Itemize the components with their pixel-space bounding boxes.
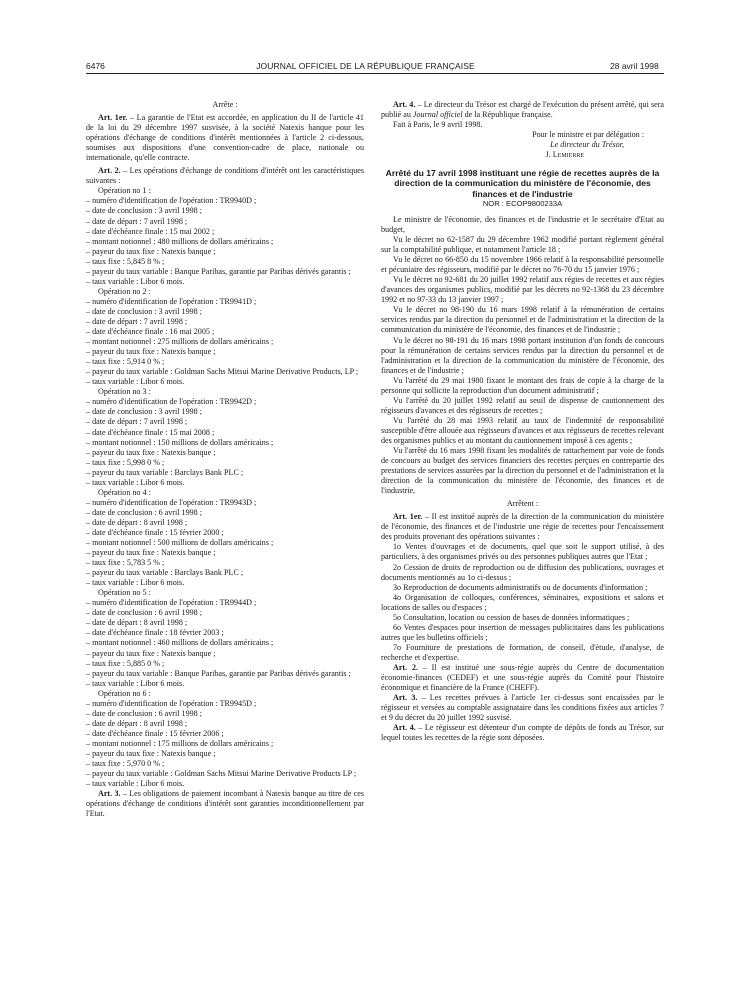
right-article-1-text: – Il est institué auprès de la direction de la communication du ministère de l'économie, des finances et de l'industrie une régie de recettes pour l'encaissement des produits provenant des opérations suivantes : <box>381 512 664 542</box>
article-4-text-b: de la République française. <box>462 110 553 120</box>
right-article-2-label: Art. 2. <box>393 663 419 672</box>
article-4-text-a: – Le directeur du Trésor est chargé de l'exécution du présent arrêté, qui sera publié au <box>381 100 664 120</box>
operation-line: – taux variable : Libor 6 mois. <box>86 578 185 588</box>
operation-line: – numéro d'identification de l'opération : TR9942D ; <box>86 397 257 407</box>
signature-line-2: Le directeur du Trésor, <box>550 140 624 150</box>
operation-line: – date de départ : 8 avril 1998 ; <box>86 718 188 728</box>
visa-paragraph: Vu le décret no 62-1587 du 29 décembre 1962 modifié portant règlement général sur la comptabilité publique, et notamment l'article 18 ; <box>381 235 664 255</box>
operation-line: – payeur du taux variable : Banque Paribas, garantie par Paribas dérivés garantis ; <box>86 668 351 678</box>
right-article-4-paragraph <box>381 723 664 743</box>
operation-line: – numéro d'identification de l'opération : TR9940D ; <box>86 196 257 206</box>
operation-item: 1o Ventes d'ouvrages et de documents, quel que soit le support utilisé, à des particuliers, à des organismes privés ou des personnes publiques autres que l'Etat ; <box>381 542 664 562</box>
operations-list <box>86 186 364 789</box>
issue-date: 28 avril 1998 <box>610 61 659 71</box>
right-article-2-text: – Il est institué une sous-régie auprès du Centre de documentation économie-finances (CEDEF) et une sous-régie auprès du Comité pour l'histoire économique et financière de la France (CHEFF). <box>381 663 664 693</box>
operation-line: – numéro d'identification de l'opération : TR9944D ; <box>86 598 257 608</box>
article-2-text: – Les opérations d'échange de conditions d'intérêt ont les caractéristiques suivantes : <box>86 166 365 186</box>
operation-line: – date de départ : 7 avril 1998 ; <box>86 216 188 226</box>
operation-line: – payeur du taux fixe : Natexis banque ; <box>86 447 216 457</box>
operation-line: – date de conclusion : 6 avril 1998 ; <box>86 708 202 718</box>
operation-line: – taux variable : Libor 6 mois. <box>86 678 185 688</box>
operation-line: – payeur du taux variable : Barclays Bank PLC ; <box>86 568 244 578</box>
operation-line: – taux variable : Libor 6 mois. <box>86 377 185 387</box>
header-rule <box>86 73 664 74</box>
operations-items-list <box>381 542 664 663</box>
operation-line: – payeur du taux fixe : Natexis banque ; <box>86 246 216 256</box>
operation-title: Opération no 2 : <box>98 286 151 296</box>
operation-line: – date de conclusion : 3 avril 1998 ; <box>86 206 202 216</box>
operation-line: – montant notionnel : 150 millions de dollars américains ; <box>86 437 274 447</box>
operation-line: – montant notionnel : 275 millions de dollars américains ; <box>86 337 274 347</box>
operation-line: – payeur du taux variable : Barclays Bank PLC ; <box>86 467 244 477</box>
page-header <box>0 0 731 78</box>
article-1-text: – La garantie de l'Etat est accordée, en application du II de l'article 41 de la loi du 29 décembre 1997 susvisée, à la société Natexis banque pour les opérations d'échange de conditions d'intérêt mentionnées à l'article 2 ci-dessous, soumises aux dispositions d'une convention-cadre de place, nationale ou internationale, qu'elle contracte. <box>86 113 364 163</box>
article-3-label: Art. 3. <box>98 789 121 799</box>
operation-line: – numéro d'identification de l'opération : TR9941D ; <box>86 296 257 306</box>
visa-paragraph: Vu l'arrêté du 29 mai 1980 fixant le montant des frais de copie à la charge de la personne qui sollicite la reproduction d'un document administratif ; <box>381 375 664 395</box>
right-article-3-label: Art. 3. <box>393 693 418 703</box>
visa-paragraph: Vu le décret no 98-190 du 16 mars 1998 relatif à la rémunération de certains services rendus par la direction du personnel et de l'administration et la direction de la communication du ministère de l'économie, des finances et de l'industrie ; <box>381 305 664 335</box>
right-article-4-label: Art. 4. <box>393 723 416 733</box>
operation-line: – montant notionnel : 175 millions de dollars américains ; <box>86 738 274 748</box>
decree-title: Arrêté du 17 avril 1998 instituant une régie de recettes auprès de la direction de la communication du ministère de l'économie, des finances et de l'industrie <box>385 168 660 199</box>
operation-line: – montant notionnel : 480 millions de dollars américains ; <box>86 236 274 246</box>
operation-line: – taux fixe : 5,845 8 % ; <box>86 256 165 266</box>
left-column <box>86 100 364 819</box>
operation-title: Opération no 3 : <box>98 387 151 397</box>
operation-line: – payeur du taux fixe : Natexis banque ; <box>86 548 216 558</box>
visa-paragraph: Vu l'arrêté du 28 mai 1993 relatif au taux de l'indemnité de responsabilité susceptible d'être allouée aux régisseurs d'avances et aux régisseurs de recettes relevant des organismes publics et au montant du cautionnement imposé à ces agents ; <box>381 415 664 445</box>
nor-reference: NOR : ECOP9800233A <box>482 198 563 208</box>
operation-title: Opération no 6 : <box>98 688 151 698</box>
operation-line: – payeur du taux fixe : Natexis banque ; <box>86 749 216 758</box>
operation-line: – date d'échéance finale : 15 mai 2008 ; <box>86 427 215 437</box>
operation-item: 2o Cession de droits de reproduction ou de diffusion des publications, ouvrages et documents mentionnés au 1o ci-dessus ; <box>381 562 664 582</box>
operation-title: Opération no 4 : <box>98 487 151 497</box>
operation-line: – date de conclusion : 6 avril 1998 ; <box>86 608 202 618</box>
operation-line: – date de conclusion : 3 avril 1998 ; <box>86 306 202 316</box>
journal-title: JOURNAL OFFICIEL DE LA RÉPUBLIQUE FRANÇAISE <box>256 61 475 71</box>
arretent-heading: Arrêtent : <box>506 499 539 509</box>
operation-line: – date de départ : 7 avril 1998 ; <box>86 417 188 427</box>
visas-list <box>381 215 664 496</box>
operation-line: – taux fixe : 5,783 5 % ; <box>86 558 165 568</box>
operation-line: – taux variable : Libor 6 mois. <box>86 276 185 286</box>
right-column <box>381 100 664 743</box>
operation-item: 4o Organisation de colloques, conférences, séminaires, expositions et salons et locations de salles ou d'espaces ; <box>381 592 664 612</box>
operation-item: 6o Ventes d'espaces pour insertion de messages publicitaires dans les publications autres que les bulletins officiels ; <box>381 622 664 642</box>
operation-line: – montant notionnel : 460 millions de dollars américains ; <box>86 638 274 648</box>
operation-line: – date de conclusion : 6 avril 1998 ; <box>86 507 202 517</box>
article-4-label: Art. 4. <box>393 100 416 109</box>
operation-item: 3o Reproduction de documents administratifs ou de documents d'information ; <box>393 582 648 592</box>
fait-a-paris: Fait à Paris, le 9 avril 1998. <box>393 120 483 130</box>
signature-line-1: Pour le ministre et par délégation : <box>532 130 644 140</box>
operation-line: – date de départ : 7 avril 1998 ; <box>86 316 188 326</box>
operation-title: Opération no 1 : <box>98 186 151 196</box>
operation-line: – date de départ : 8 avril 1998 ; <box>86 618 188 628</box>
right-article-3-text: – Les recettes prévues à l'article 1er ci-dessus sont encaissées par le régisseur et versées au comptable assignataire dans les conditions fixées aux articles 7 et 9 du décret du 20 juillet 1992 susvisé. <box>381 693 665 723</box>
operation-line: – date d'échéance finale : 15 février 2000 ; <box>86 527 224 537</box>
signatory-name: J. Lemierre <box>545 150 584 160</box>
operation-line: – taux fixe : 5,914 0 % ; <box>86 357 165 367</box>
operation-line: – payeur du taux variable : Goldman Sachs Mitsui Marine Derivative Products LP ; <box>86 769 357 779</box>
arrete-heading: Arrête : <box>212 100 238 109</box>
operation-line: – date de conclusion : 3 avril 1998 ; <box>86 407 202 417</box>
operation-line: – taux fixe : 5,970 0 % ; <box>86 759 165 769</box>
operation-item: 5o Consultation, location ou cession de bases de données informatiques ; <box>393 612 630 622</box>
right-article-2-paragraph <box>381 663 664 693</box>
visa-paragraph: Vu le décret no 66-850 du 15 novembre 1966 relatif à la responsabilité personnelle et pécuniaire des régisseurs, modifié par le décret no 76-70 du 15 janvier 1976 ; <box>381 255 664 275</box>
operation-line: – taux variable : Libor 6 mois. <box>86 779 185 789</box>
operation-line: – taux fixe : 5,998 0 % ; <box>86 457 165 467</box>
operation-line: – numéro d'identification de l'opération : TR9945D ; <box>86 698 257 708</box>
operation-line: – date d'échéance finale : 18 février 2003 ; <box>86 628 224 638</box>
visa-paragraph: Vu l'arrêté du 16 mars 1998 fixant les modalités de rattachement par voie de fonds de concours au budget des services financiers des recettes perçues en contrepartie des prestations de services assurées par la direction du personnel et de l'administration et la direction de la communication du ministère de l'économie, des finances et de l'industrie, <box>381 446 664 496</box>
operation-line: – date d'échéance finale : 15 mai 2002 ; <box>86 226 215 236</box>
right-article-4-text: – Le régisseur est détenteur d'un compte de dépôts de fonds au Trésor, sur lequel toutes les recettes de la régie sont déposées. <box>381 723 664 743</box>
operation-title: Opération no 5 : <box>98 588 151 598</box>
operation-line: – date d'échéance finale : 16 mai 2005 ; <box>86 327 215 337</box>
article-3-paragraph <box>86 789 364 819</box>
operation-line: – payeur du taux variable : Banque Paribas, garantie par Paribas dérivés garantis ; <box>86 266 351 276</box>
article-2-paragraph <box>86 166 364 186</box>
visa-paragraph: Vu le décret no 92-681 du 20 juillet 1992 relatif aux régies de recettes et aux régies d'avances des organismes publics, modifié par les décrets no 92-1368 du 23 décembre 1992 et no 97-33 du 13 janvier 1997 ; <box>381 275 664 305</box>
article-3-text: – Les obligations de paiement incombant à Natexis banque au titre de ces opérations d'échange de conditions d'intérêt sont garanties inconditionnellement par l'Etat. <box>86 789 364 819</box>
operation-line: – montant notionnel : 500 millions de dollars américains ; <box>86 538 274 548</box>
operation-line: – taux fixe : 5,885 0 % ; <box>86 658 165 668</box>
right-article-1-paragraph <box>381 512 664 542</box>
article-1-label: Art. 1er. <box>98 113 128 123</box>
journal-officiel-ref: Journal officiel <box>412 110 463 120</box>
operation-line: – payeur du taux fixe : Natexis banque ; <box>86 347 216 357</box>
operation-item: 7o Fourniture de prestations de formation, de conseil, d'étude, d'analyse, de recherche et d'expertise. <box>381 642 664 662</box>
visa-paragraph: Vu le décret no 98-191 du 16 mars 1998 portant institution d'un fonds de concours pour la rémunération de certains services rendus par la direction du personnel et de l'administration et la direction de la communication du ministère de l'économie, des finances et de l'industrie ; <box>381 335 664 375</box>
operation-line: – payeur du taux fixe : Natexis banque ; <box>86 648 216 658</box>
operation-line: – taux variable : Libor 6 mois. <box>86 477 185 487</box>
operation-line: – numéro d'identification de l'opération : TR9943D ; <box>86 497 257 507</box>
right-article-1-label: Art. 1er. <box>393 512 423 522</box>
visa-paragraph: Le ministre de l'économie, des finances et de l'industrie et le secrétaire d'Etat au budget, <box>381 214 664 234</box>
operation-line: – date de départ : 8 avril 1998 ; <box>86 517 188 527</box>
operation-line: – payeur du taux variable : Goldman Sachs Mitsui Marine Derivative Products, LP ; <box>86 367 359 377</box>
operation-line: – date d'échéance finale : 15 février 2006 ; <box>86 728 224 738</box>
article-1-paragraph <box>86 113 364 163</box>
article-4-paragraph <box>381 100 664 120</box>
article-2-label: Art. 2. <box>98 166 121 176</box>
visa-paragraph: Vu l'arrêté du 20 juillet 1992 relatif au seuil de dispense de cautionnement des régisseurs d'avances et des régisseurs de recettes ; <box>381 395 664 415</box>
page-number: 6476 <box>86 61 105 71</box>
right-article-3-paragraph <box>381 693 664 723</box>
